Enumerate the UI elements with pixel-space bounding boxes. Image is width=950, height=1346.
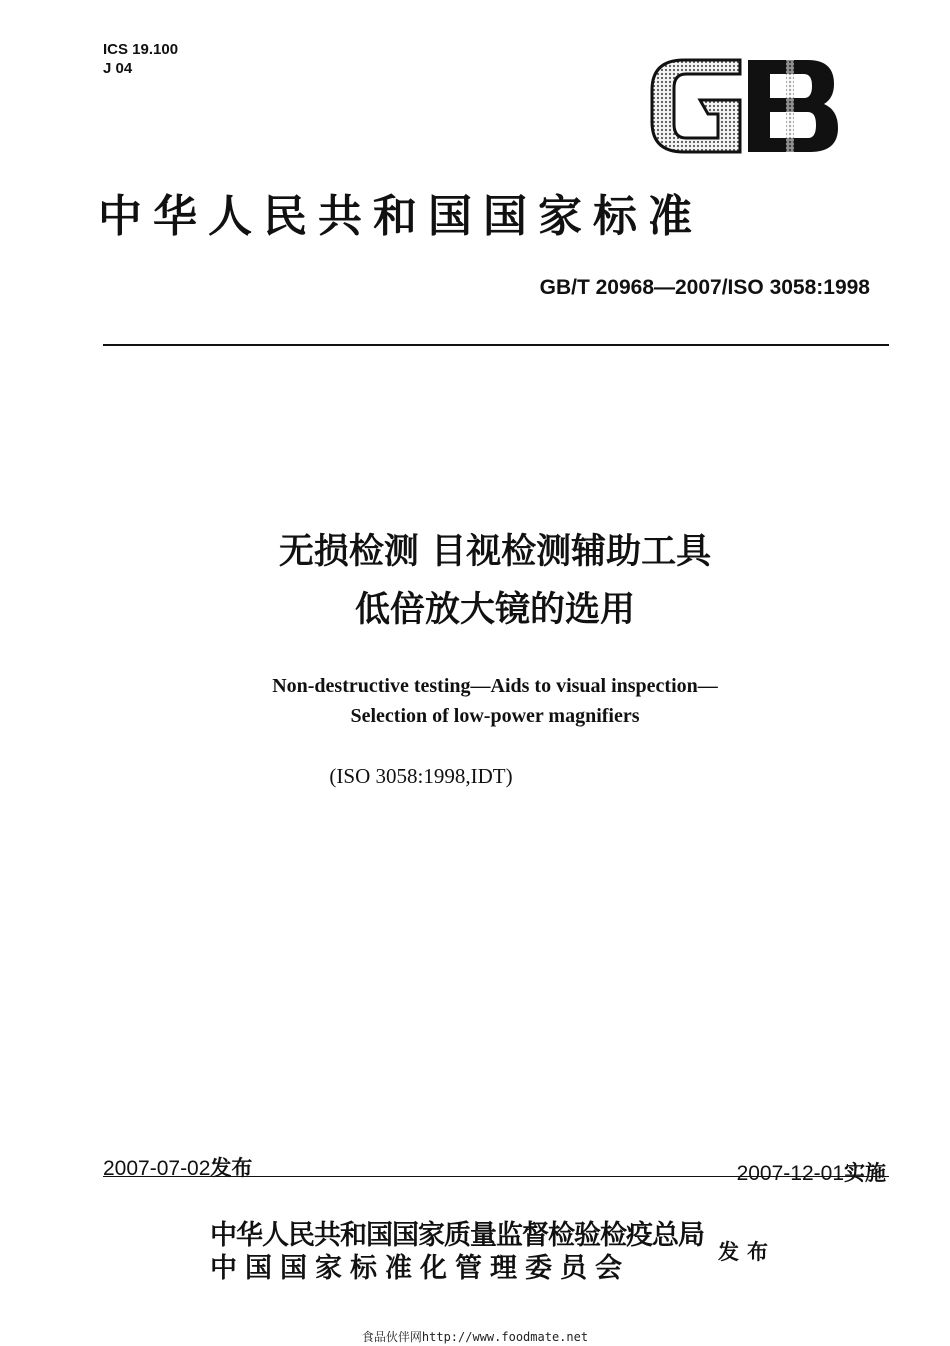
issuer-sac: 中国国家标准化管理委员会 bbox=[210, 1253, 630, 1284]
standard-category-title: 中华人民共和国国家标准 bbox=[98, 191, 703, 242]
publish-label: 发布 bbox=[210, 1156, 253, 1180]
implement-label: 实施 bbox=[844, 1161, 886, 1185]
gb-logo bbox=[648, 56, 840, 156]
publish-date-value: 2007-07-02 bbox=[103, 1157, 211, 1180]
ccs-code: J 04 bbox=[103, 60, 133, 77]
chinese-title-line-2: 低倍放大镜的选用 bbox=[354, 590, 635, 630]
issuer-aqsiq: 中华人民共和国国家质量监督检验检疫总局 bbox=[210, 1220, 704, 1251]
watermark-footer: 食品伙伴网http://www.foodmate.net bbox=[361, 1330, 589, 1344]
publish-date bbox=[103, 1152, 252, 1182]
standard-number: GB/T 20968—2007/ISO 3058:1998 bbox=[539, 276, 870, 299]
chinese-title-line-1: 无损检测 目视检测辅助工具 bbox=[278, 532, 712, 572]
english-title-line-2: Selection of low-power magnifiers bbox=[350, 705, 640, 727]
footer-divider bbox=[103, 1176, 889, 1177]
header-divider bbox=[103, 344, 889, 346]
issue-action: 发布 bbox=[718, 1240, 776, 1264]
ics-code: ICS 19.100 bbox=[103, 41, 179, 58]
implement-date bbox=[737, 1157, 886, 1187]
implement-date-value: 2007-12-01 bbox=[736, 1162, 844, 1185]
english-title-line-1: Non-destructive testing—Aids to visual inspection— bbox=[272, 675, 718, 697]
iso-equivalence: (ISO 3058:1998,IDT) bbox=[329, 764, 513, 788]
classification-codes bbox=[103, 40, 178, 78]
